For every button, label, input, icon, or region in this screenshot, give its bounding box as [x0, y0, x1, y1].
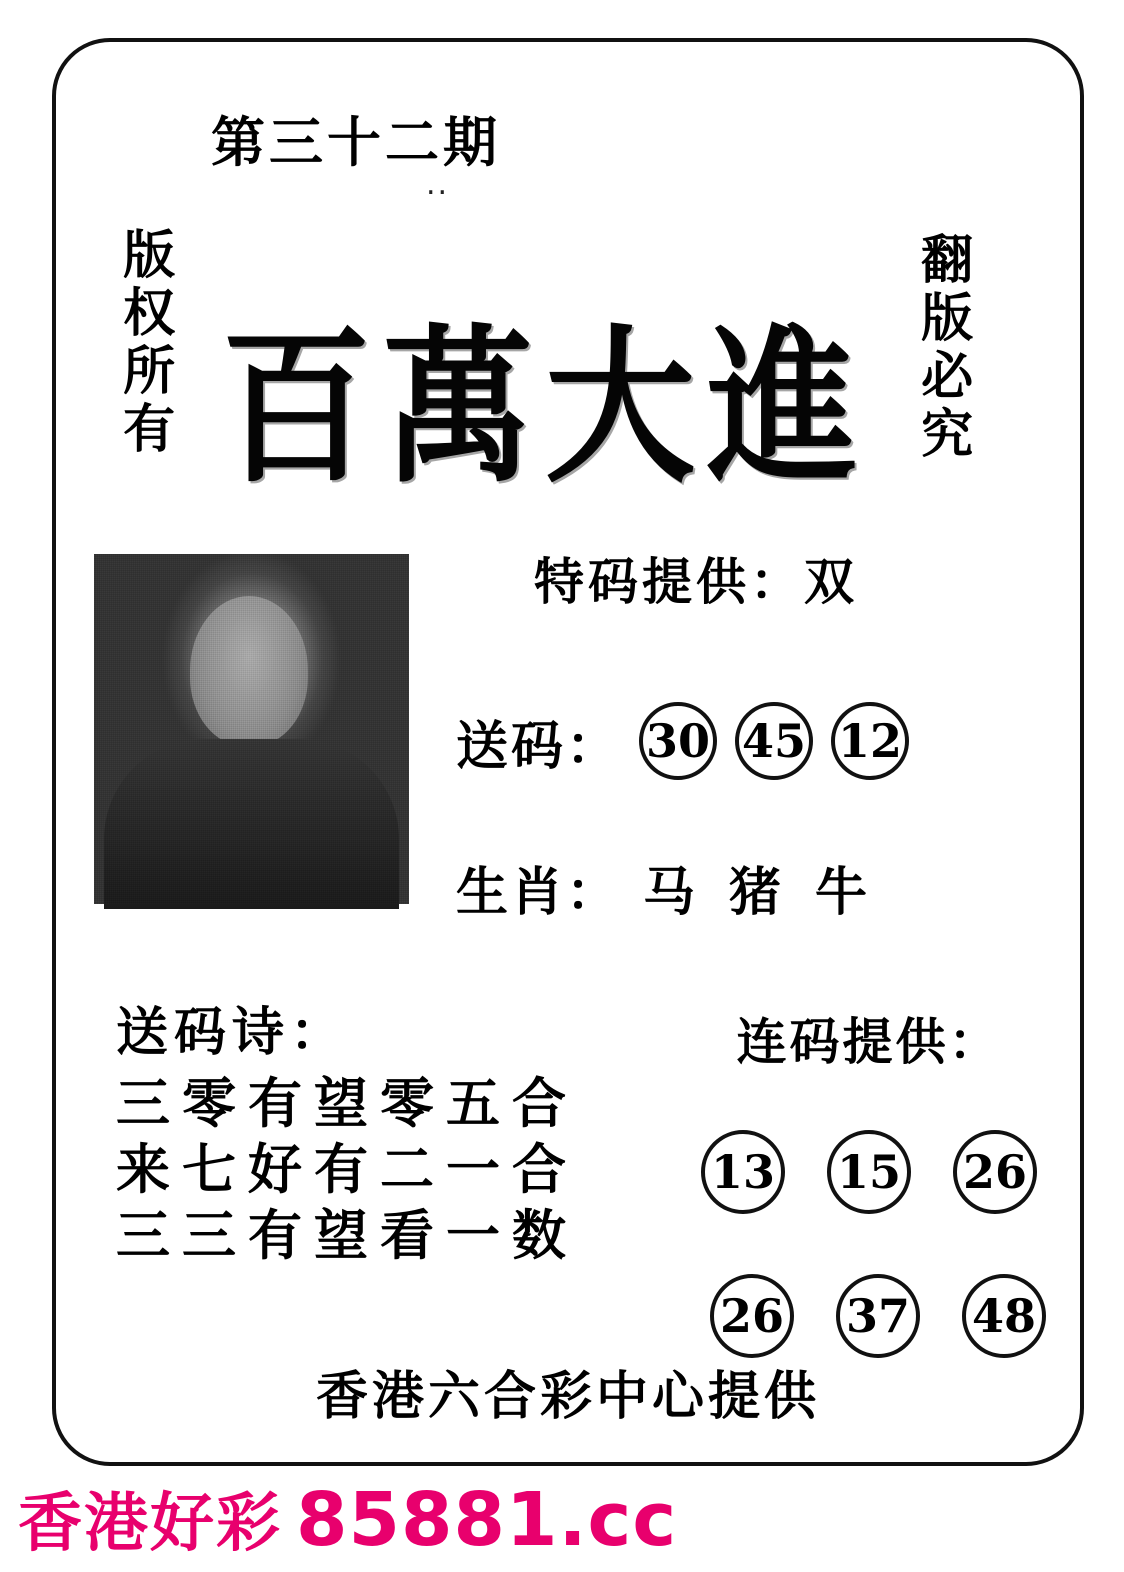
lottery-card	[52, 38, 1084, 1466]
lianma-ball: 26	[953, 1130, 1037, 1214]
portrait-head	[190, 596, 308, 746]
watermark-url: 85881.cc	[296, 1477, 678, 1563]
poem-line: 三零有望零五合	[116, 1071, 578, 1135]
send-code-ball: 12	[831, 702, 909, 780]
send-code-ball: 45	[735, 702, 813, 780]
send-code-ball: 30	[639, 702, 717, 780]
portrait-photo	[94, 554, 409, 904]
lianma-row-1	[692, 1130, 1046, 1214]
poem-title: 送码诗：	[116, 1002, 349, 1063]
lianma-ball: 26	[710, 1274, 794, 1358]
zodiac-item: 马	[643, 862, 696, 923]
lianma-label: 连码提供：	[736, 1012, 1002, 1071]
poem-block	[116, 990, 578, 1269]
lianma-ball: 13	[701, 1130, 785, 1214]
card-footer-text: 香港六合彩中心提供	[315, 1366, 820, 1427]
special-code-label: 特码提供：	[534, 552, 804, 611]
zodiac-label: 生肖：	[456, 862, 622, 923]
lianma-ball: 48	[962, 1274, 1046, 1358]
zodiac-row	[456, 850, 879, 925]
lianma-row-2	[710, 1274, 1046, 1358]
copyright-right-vertical: 翻版必究	[911, 232, 973, 464]
watermark-text: 香港好彩	[18, 1487, 282, 1561]
page-title: 百萬大進	[221, 308, 870, 507]
issue-number: 第三十二期	[211, 110, 501, 174]
poem-line: 三三有望看一数	[116, 1202, 578, 1267]
portrait-body	[104, 739, 399, 909]
zodiac-item: 猪	[729, 862, 782, 923]
lianma-block	[692, 1002, 1046, 1358]
send-codes-row	[456, 702, 909, 780]
issue-dots: ..	[426, 167, 450, 202]
poem-line: 来七好有二一合	[116, 1136, 578, 1201]
watermark	[18, 1472, 677, 1564]
lianma-ball: 15	[827, 1130, 911, 1214]
lianma-ball: 37	[836, 1274, 920, 1358]
send-codes-label: 送码：	[456, 715, 622, 777]
special-code-value: 双	[804, 552, 858, 611]
zodiac-item: 牛	[815, 862, 868, 923]
copyright-left-vertical: 版权所有	[113, 227, 175, 459]
special-code-line	[534, 542, 858, 614]
